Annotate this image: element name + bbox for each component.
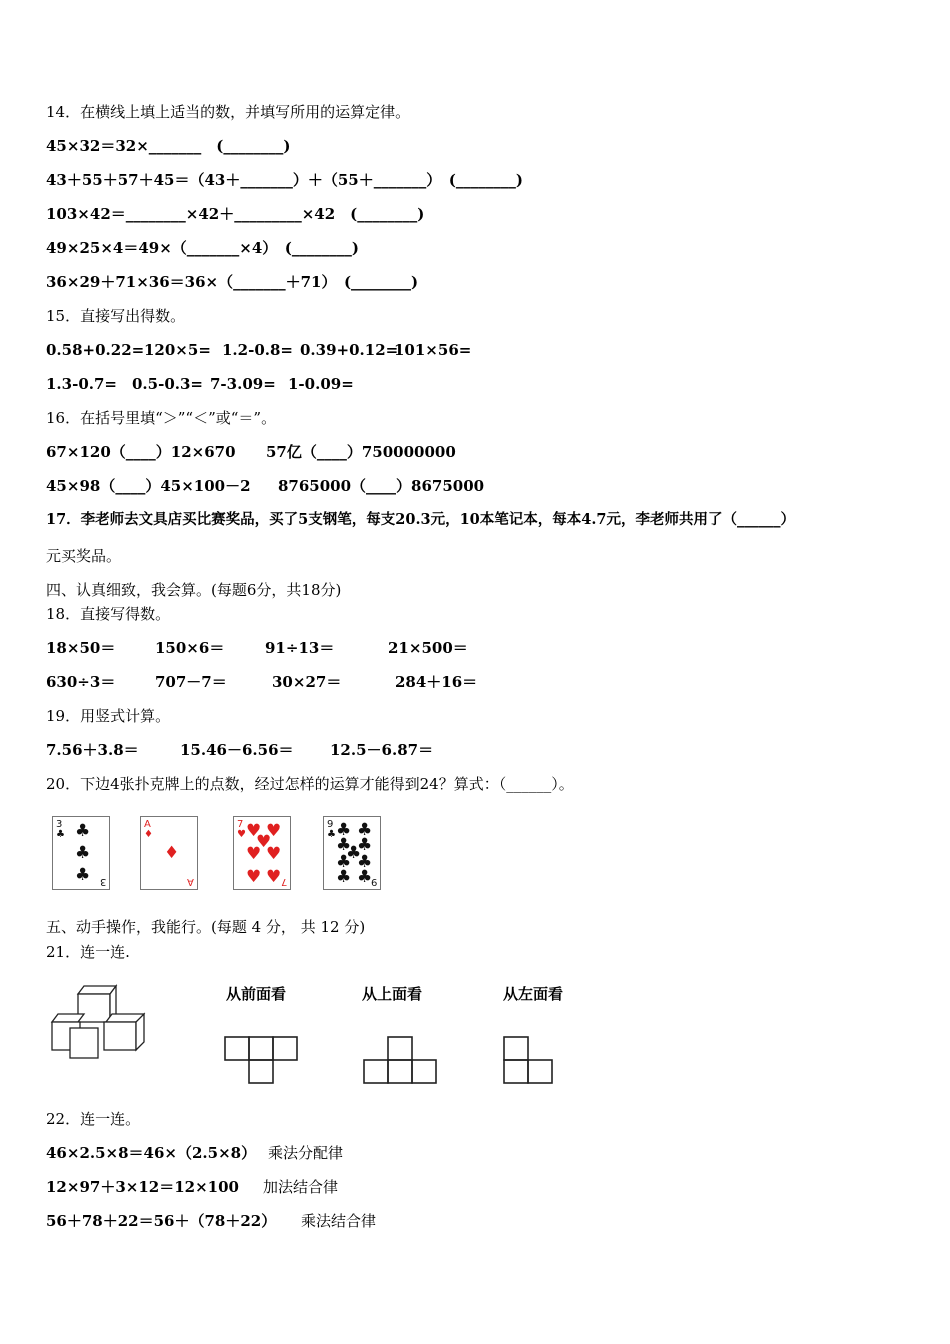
q22-row-1 [0, 1143, 950, 1163]
q16-row-1 [0, 442, 950, 462]
view-shape-inverted-t [361, 1034, 441, 1086]
q14-line-4: 49×25×4＝49×（_______×4） (________) [46, 239, 359, 257]
club-icon: ♣ [357, 852, 373, 872]
cube-stack-figure [48, 982, 152, 1062]
q15-title: 15．直接写出得数。 [46, 307, 186, 325]
q18-item: 284＋16＝ [395, 673, 478, 691]
card-rank: A [187, 876, 194, 887]
view-label-front: 从前面看 [226, 985, 287, 1003]
club-icon: ♣ [357, 820, 373, 840]
q16-item: 8765000（____）8675000 [278, 477, 485, 495]
view-label-top: 从上面看 [362, 985, 423, 1003]
q18-item: 707－7＝ [155, 673, 227, 691]
q19-item: 12.5－6.87＝ [330, 741, 434, 759]
card-rank: A [144, 819, 151, 830]
heart-icon: ♥ [246, 821, 262, 841]
heart-icon: ♥ [266, 821, 282, 841]
club-icon: ♣ [336, 835, 352, 855]
q22-expression: 46×2.5×8＝46×（2.5×8） [46, 1144, 257, 1162]
q17-line-2: 元买奖品。 [46, 547, 122, 565]
heart-icon: ♥ [266, 867, 282, 887]
q14-line-2: 43＋55＋57＋45＝（43＋_______）＋（55＋_______） (________) [46, 171, 523, 189]
view-shape-l [500, 1034, 556, 1088]
card-rank: 7 [237, 819, 244, 830]
q14-line-5: 36×29＋71×36＝36×（_______＋71） (________) [46, 273, 419, 291]
heart-icon: ♥ [246, 867, 262, 887]
club-icon: ♣ [357, 835, 373, 855]
q15-item: 1.3-0.7= [46, 375, 117, 393]
q22-law: 加法结合律 [263, 1178, 339, 1196]
club-icon: ♣ [75, 865, 91, 885]
q19-item: 7.56＋3.8＝ [46, 741, 139, 759]
q22-law: 乘法结合律 [301, 1212, 377, 1230]
q18-item: 630÷3＝ [46, 673, 116, 691]
club-icon: ♣ [346, 843, 362, 863]
q19-title: 19．用竖式计算。 [46, 707, 171, 725]
section-5-title: 五、动手操作，我能行。(每题 4 分， 共 12 分) [46, 918, 366, 936]
q15-item: 0.39+0.12= [300, 341, 399, 359]
q18-item: 91÷13＝ [265, 639, 335, 657]
card-rank: 9 [327, 819, 334, 830]
club-icon: ♣ [336, 867, 352, 887]
q15-item: 101×56= [394, 341, 472, 359]
view-shape-t [222, 1034, 302, 1086]
q14-title: 14．在横线上填上适当的数，并填写所用的运算定律。 [46, 103, 411, 121]
diamond-icon: ♦ [144, 829, 153, 840]
q18-item: 21×500＝ [388, 639, 468, 657]
club-icon: ♣ [327, 829, 336, 840]
club-icon: ♣ [336, 852, 352, 872]
card-rank: 7 [280, 876, 287, 887]
q18-item: 30×27＝ [272, 673, 342, 691]
q16-item: 57亿（____）750000000 [266, 443, 456, 461]
q21-title: 21．连一连. [46, 943, 130, 961]
q16-item: 67×120（____）12×670 [46, 443, 236, 461]
card-rank: 3 [99, 876, 106, 887]
card-rank: 3 [56, 819, 63, 830]
q14-line-3: 103×42＝________×42＋_________×42 (________) [46, 205, 425, 223]
heart-icon: ♥ [256, 832, 272, 852]
q15-item: 1-0.09= [288, 375, 354, 393]
q17-line-1: 17．李老师去文具店买比赛奖品，买了5支钢笔，每支20.3元，10本笔记本，每本4.7元，李老师共用了（______） [46, 511, 795, 528]
q18-item: 18×50＝ [46, 639, 116, 657]
q15-item: 7-3.09= [210, 375, 276, 393]
q15-item: 120×5= [144, 341, 211, 359]
q15-item: 0.5-0.3= [132, 375, 203, 393]
view-label-left: 从左面看 [503, 985, 564, 1003]
q16-title: 16．在括号里填“＞”“＜”或“＝”。 [46, 409, 277, 427]
playing-card-9-clubs [323, 816, 381, 890]
q22-law: 乘法分配律 [268, 1144, 344, 1162]
q15-row-2 [0, 374, 950, 394]
q22-title: 22．连一连。 [46, 1110, 141, 1128]
q18-title: 18．直接写得数。 [46, 605, 171, 623]
playing-card-3-clubs [52, 816, 110, 890]
heart-icon: ♥ [246, 844, 262, 864]
q20-title: 20．下边4张扑克牌上的点数，经过怎样的运算才能得到24？算式：（______）。 [46, 775, 574, 793]
club-icon: ♣ [56, 829, 65, 840]
q19-item: 15.46－6.56＝ [180, 741, 294, 759]
heart-icon: ♥ [266, 844, 282, 864]
q15-item: 1.2-0.8= [222, 341, 293, 359]
club-icon: ♣ [336, 820, 352, 840]
q15-row-1 [0, 340, 950, 360]
q22-expression: 56＋78＋22＝56＋（78＋22） [46, 1212, 277, 1230]
playing-cards [52, 814, 412, 894]
q22-row-2 [0, 1177, 950, 1197]
q14-line-1: 45×32＝32×_______ (________) [46, 137, 291, 155]
q22-row-3 [0, 1211, 950, 1231]
q18-row-2 [0, 672, 950, 692]
q15-item: 0.58+0.22= [46, 341, 145, 359]
heart-icon: ♥ [237, 829, 246, 840]
playing-card-ace-diamonds [140, 816, 198, 890]
q16-item: 45×98（____）45×100－2 [46, 477, 251, 495]
card-rank: 9 [370, 876, 377, 887]
q18-item: 150×6＝ [155, 639, 225, 657]
q18-row-1 [0, 638, 950, 658]
club-icon: ♣ [357, 867, 373, 887]
club-icon: ♣ [75, 843, 91, 863]
q16-row-2 [0, 476, 950, 496]
diamond-icon: ♦ [164, 843, 180, 863]
section-4-title: 四、认真细致，我会算。(每题6分，共18分) [46, 581, 342, 599]
club-icon: ♣ [75, 821, 91, 841]
q22-expression: 12×97＋3×12＝12×100 [46, 1178, 239, 1196]
q19-row [0, 740, 950, 760]
playing-card-7-hearts [233, 816, 291, 890]
